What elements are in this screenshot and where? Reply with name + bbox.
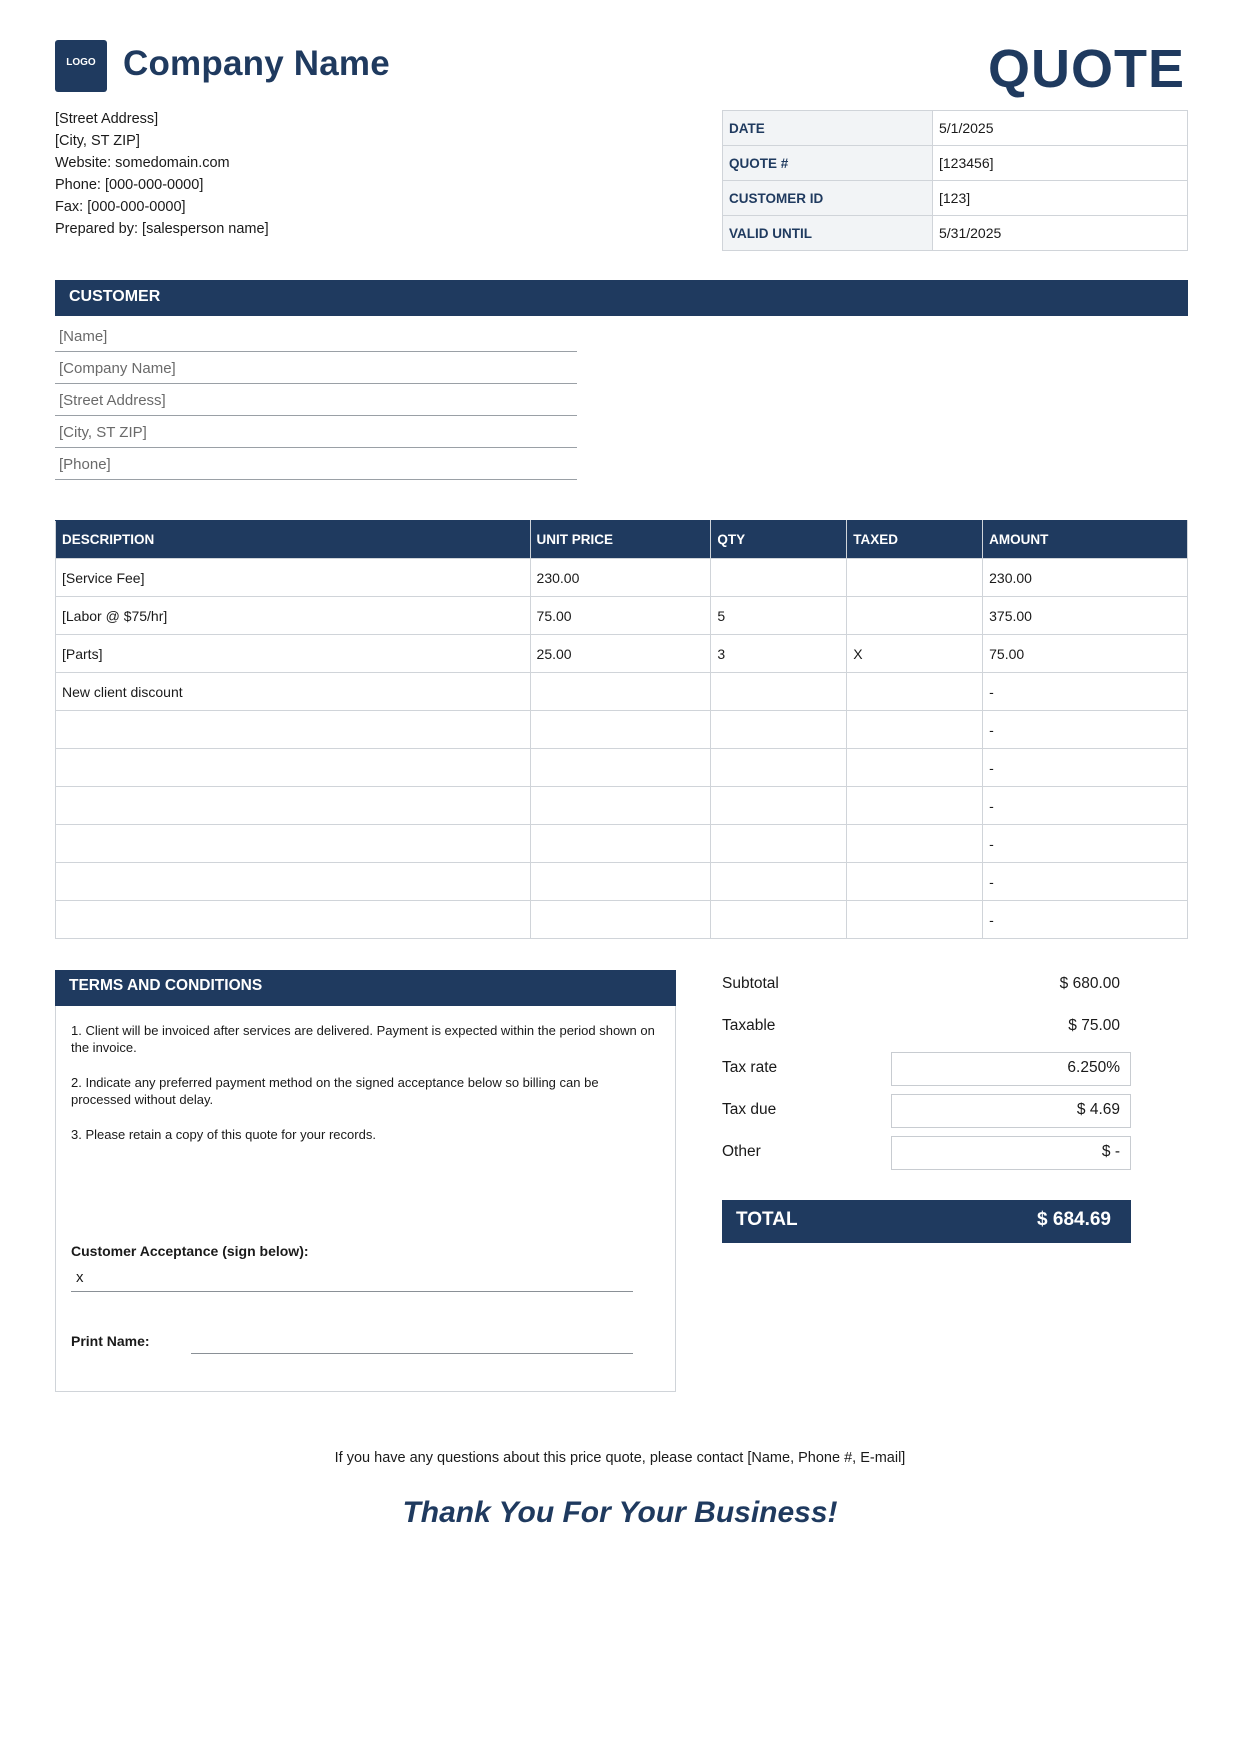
customer-street-field[interactable]: [Street Address]	[55, 384, 577, 416]
document-title: QUOTE	[987, 39, 1185, 99]
meta-value[interactable]: [123456]	[933, 146, 1188, 181]
company-name: Company Name	[123, 44, 390, 83]
cell-unit-price[interactable]: 230.00	[530, 559, 711, 597]
cell-description[interactable]	[56, 711, 531, 749]
tax-rate-label: Tax rate	[722, 1059, 778, 1076]
thank-you-message: Thank You For Your Business!	[402, 1496, 838, 1529]
cell-unit-price[interactable]	[530, 825, 711, 863]
cell-unit-price[interactable]	[530, 673, 711, 711]
cell-unit-price[interactable]	[530, 787, 711, 825]
customer-company-field[interactable]: [Company Name]	[55, 352, 577, 384]
cell-amount: 75.00	[983, 635, 1188, 673]
cell-unit-price[interactable]	[530, 863, 711, 901]
customer-name-field[interactable]: [Name]	[55, 320, 577, 352]
cell-description[interactable]: [Service Fee]	[56, 559, 531, 597]
items-header-row	[56, 521, 1188, 559]
cell-taxed[interactable]	[847, 711, 983, 749]
terms-item: 1. Client will be invoiced after services are delivered. Payment is expected within the period shown on the invoice.	[71, 1023, 655, 1055]
table-row	[56, 749, 1188, 787]
contact-note: If you have any questions about this price quote, please contact [Name, Phone #, E-mail]	[334, 1450, 906, 1466]
tax-rate-field[interactable]: 6.250%	[891, 1052, 1131, 1086]
cell-taxed[interactable]	[847, 825, 983, 863]
table-row	[56, 559, 1188, 597]
table-row	[56, 901, 1188, 939]
cell-description[interactable]: [Labor @ $75/hr]	[56, 597, 531, 635]
cell-taxed[interactable]	[847, 863, 983, 901]
terms-item: 2. Indicate any preferred payment method on the signed acceptance below so billing can be processed without delay.	[71, 1075, 599, 1107]
total-value: $ 684.69	[1037, 1209, 1111, 1230]
cell-amount: -	[983, 787, 1188, 825]
line-items-table	[55, 520, 1188, 939]
cell-amount: 375.00	[983, 597, 1188, 635]
table-row	[56, 863, 1188, 901]
meta-row-valid-until	[723, 216, 1188, 251]
meta-label: DATE	[723, 111, 933, 146]
company-logo: LOGO	[55, 40, 107, 92]
total-label: TOTAL	[736, 1209, 798, 1230]
cell-taxed[interactable]	[847, 749, 983, 787]
cell-amount: -	[983, 863, 1188, 901]
column-header-amount: AMOUNT	[983, 521, 1188, 559]
taxable-label: Taxable	[722, 1017, 776, 1034]
cell-taxed[interactable]	[847, 787, 983, 825]
meta-label: VALID UNTIL	[723, 216, 933, 251]
subtotal-label: Subtotal	[722, 975, 779, 992]
cell-description[interactable]: New client discount	[56, 673, 531, 711]
customer-section-header: CUSTOMER	[55, 280, 1188, 316]
customer-fields	[55, 320, 577, 480]
company-city: [City, ST ZIP]	[55, 133, 140, 149]
terms-section-header: TERMS AND CONDITIONS	[55, 970, 676, 1006]
company-website: Website: somedomain.com	[55, 155, 230, 171]
company-phone: Phone: [000-000-0000]	[55, 177, 204, 193]
subtotal-value: $ 680.00	[1059, 975, 1120, 992]
cell-qty[interactable]	[711, 673, 847, 711]
customer-phone-field[interactable]: [Phone]	[55, 448, 577, 480]
tax-due-label: Tax due	[722, 1101, 777, 1118]
meta-row-date	[723, 111, 1188, 146]
cell-taxed[interactable]	[847, 901, 983, 939]
cell-qty[interactable]: 3	[711, 635, 847, 673]
acceptance-label: Customer Acceptance (sign below):	[71, 1243, 309, 1259]
cell-qty[interactable]	[711, 863, 847, 901]
table-row	[56, 635, 1188, 673]
cell-description[interactable]	[56, 901, 531, 939]
column-header-taxed: TAXED	[847, 521, 983, 559]
cell-unit-price[interactable]: 75.00	[530, 597, 711, 635]
table-row	[56, 673, 1188, 711]
table-row	[56, 787, 1188, 825]
meta-label: QUOTE #	[723, 146, 933, 181]
meta-row-customer-id	[723, 181, 1188, 216]
cell-amount: -	[983, 901, 1188, 939]
cell-qty[interactable]	[711, 901, 847, 939]
customer-city-field[interactable]: [City, ST ZIP]	[55, 416, 577, 448]
table-row	[56, 825, 1188, 863]
cell-qty[interactable]	[711, 711, 847, 749]
cell-description[interactable]: [Parts]	[56, 635, 531, 673]
cell-qty[interactable]	[711, 787, 847, 825]
cell-amount: -	[983, 825, 1188, 863]
meta-value[interactable]: 5/1/2025	[933, 111, 1188, 146]
terms-panel	[55, 970, 676, 1392]
print-name-line[interactable]	[191, 1353, 633, 1354]
meta-value[interactable]: [123]	[933, 181, 1188, 216]
cell-description[interactable]	[56, 863, 531, 901]
cell-qty[interactable]	[711, 559, 847, 597]
cell-qty[interactable]: 5	[711, 597, 847, 635]
terms-item: 3. Please retain a copy of this quote for your records.	[71, 1127, 376, 1142]
cell-taxed[interactable]: X	[847, 635, 983, 673]
table-row	[56, 711, 1188, 749]
cell-qty[interactable]	[711, 825, 847, 863]
cell-taxed[interactable]	[847, 597, 983, 635]
quote-meta-table	[722, 110, 1188, 251]
company-fax: Fax: [000-000-0000]	[55, 199, 186, 215]
cell-amount: -	[983, 749, 1188, 787]
cell-amount: 230.00	[983, 559, 1188, 597]
cell-taxed[interactable]	[847, 673, 983, 711]
cell-taxed[interactable]	[847, 559, 983, 597]
cell-description[interactable]	[56, 825, 531, 863]
signature-mark: x	[76, 1269, 84, 1286]
meta-row-quote-number	[723, 146, 1188, 181]
cell-unit-price[interactable]: 25.00	[530, 635, 711, 673]
cell-description[interactable]	[56, 749, 531, 787]
tax-due-field: $ 4.69	[891, 1094, 1131, 1128]
cell-amount: -	[983, 673, 1188, 711]
meta-value[interactable]: 5/31/2025	[933, 216, 1188, 251]
cell-unit-price[interactable]	[530, 749, 711, 787]
other-field[interactable]: $ -	[891, 1136, 1131, 1170]
column-header-qty: QTY	[711, 521, 847, 559]
meta-label: CUSTOMER ID	[723, 181, 933, 216]
company-street: [Street Address]	[55, 111, 159, 127]
cell-qty[interactable]	[711, 749, 847, 787]
cell-amount: -	[983, 711, 1188, 749]
other-label: Other	[722, 1143, 761, 1160]
table-row	[56, 597, 1188, 635]
column-header-description: DESCRIPTION	[56, 521, 531, 559]
company-prepared-by: Prepared by: [salesperson name]	[55, 221, 269, 237]
terms-text	[56, 1006, 675, 1143]
taxable-value: $ 75.00	[1068, 1017, 1120, 1034]
column-header-unit-price: UNIT PRICE	[530, 521, 711, 559]
cell-unit-price[interactable]	[530, 901, 711, 939]
total-bar	[722, 1200, 1131, 1243]
cell-description[interactable]	[56, 787, 531, 825]
cell-unit-price[interactable]	[530, 711, 711, 749]
signature-line[interactable]	[71, 1291, 633, 1292]
print-name-label: Print Name:	[71, 1333, 150, 1349]
company-info	[55, 108, 269, 240]
